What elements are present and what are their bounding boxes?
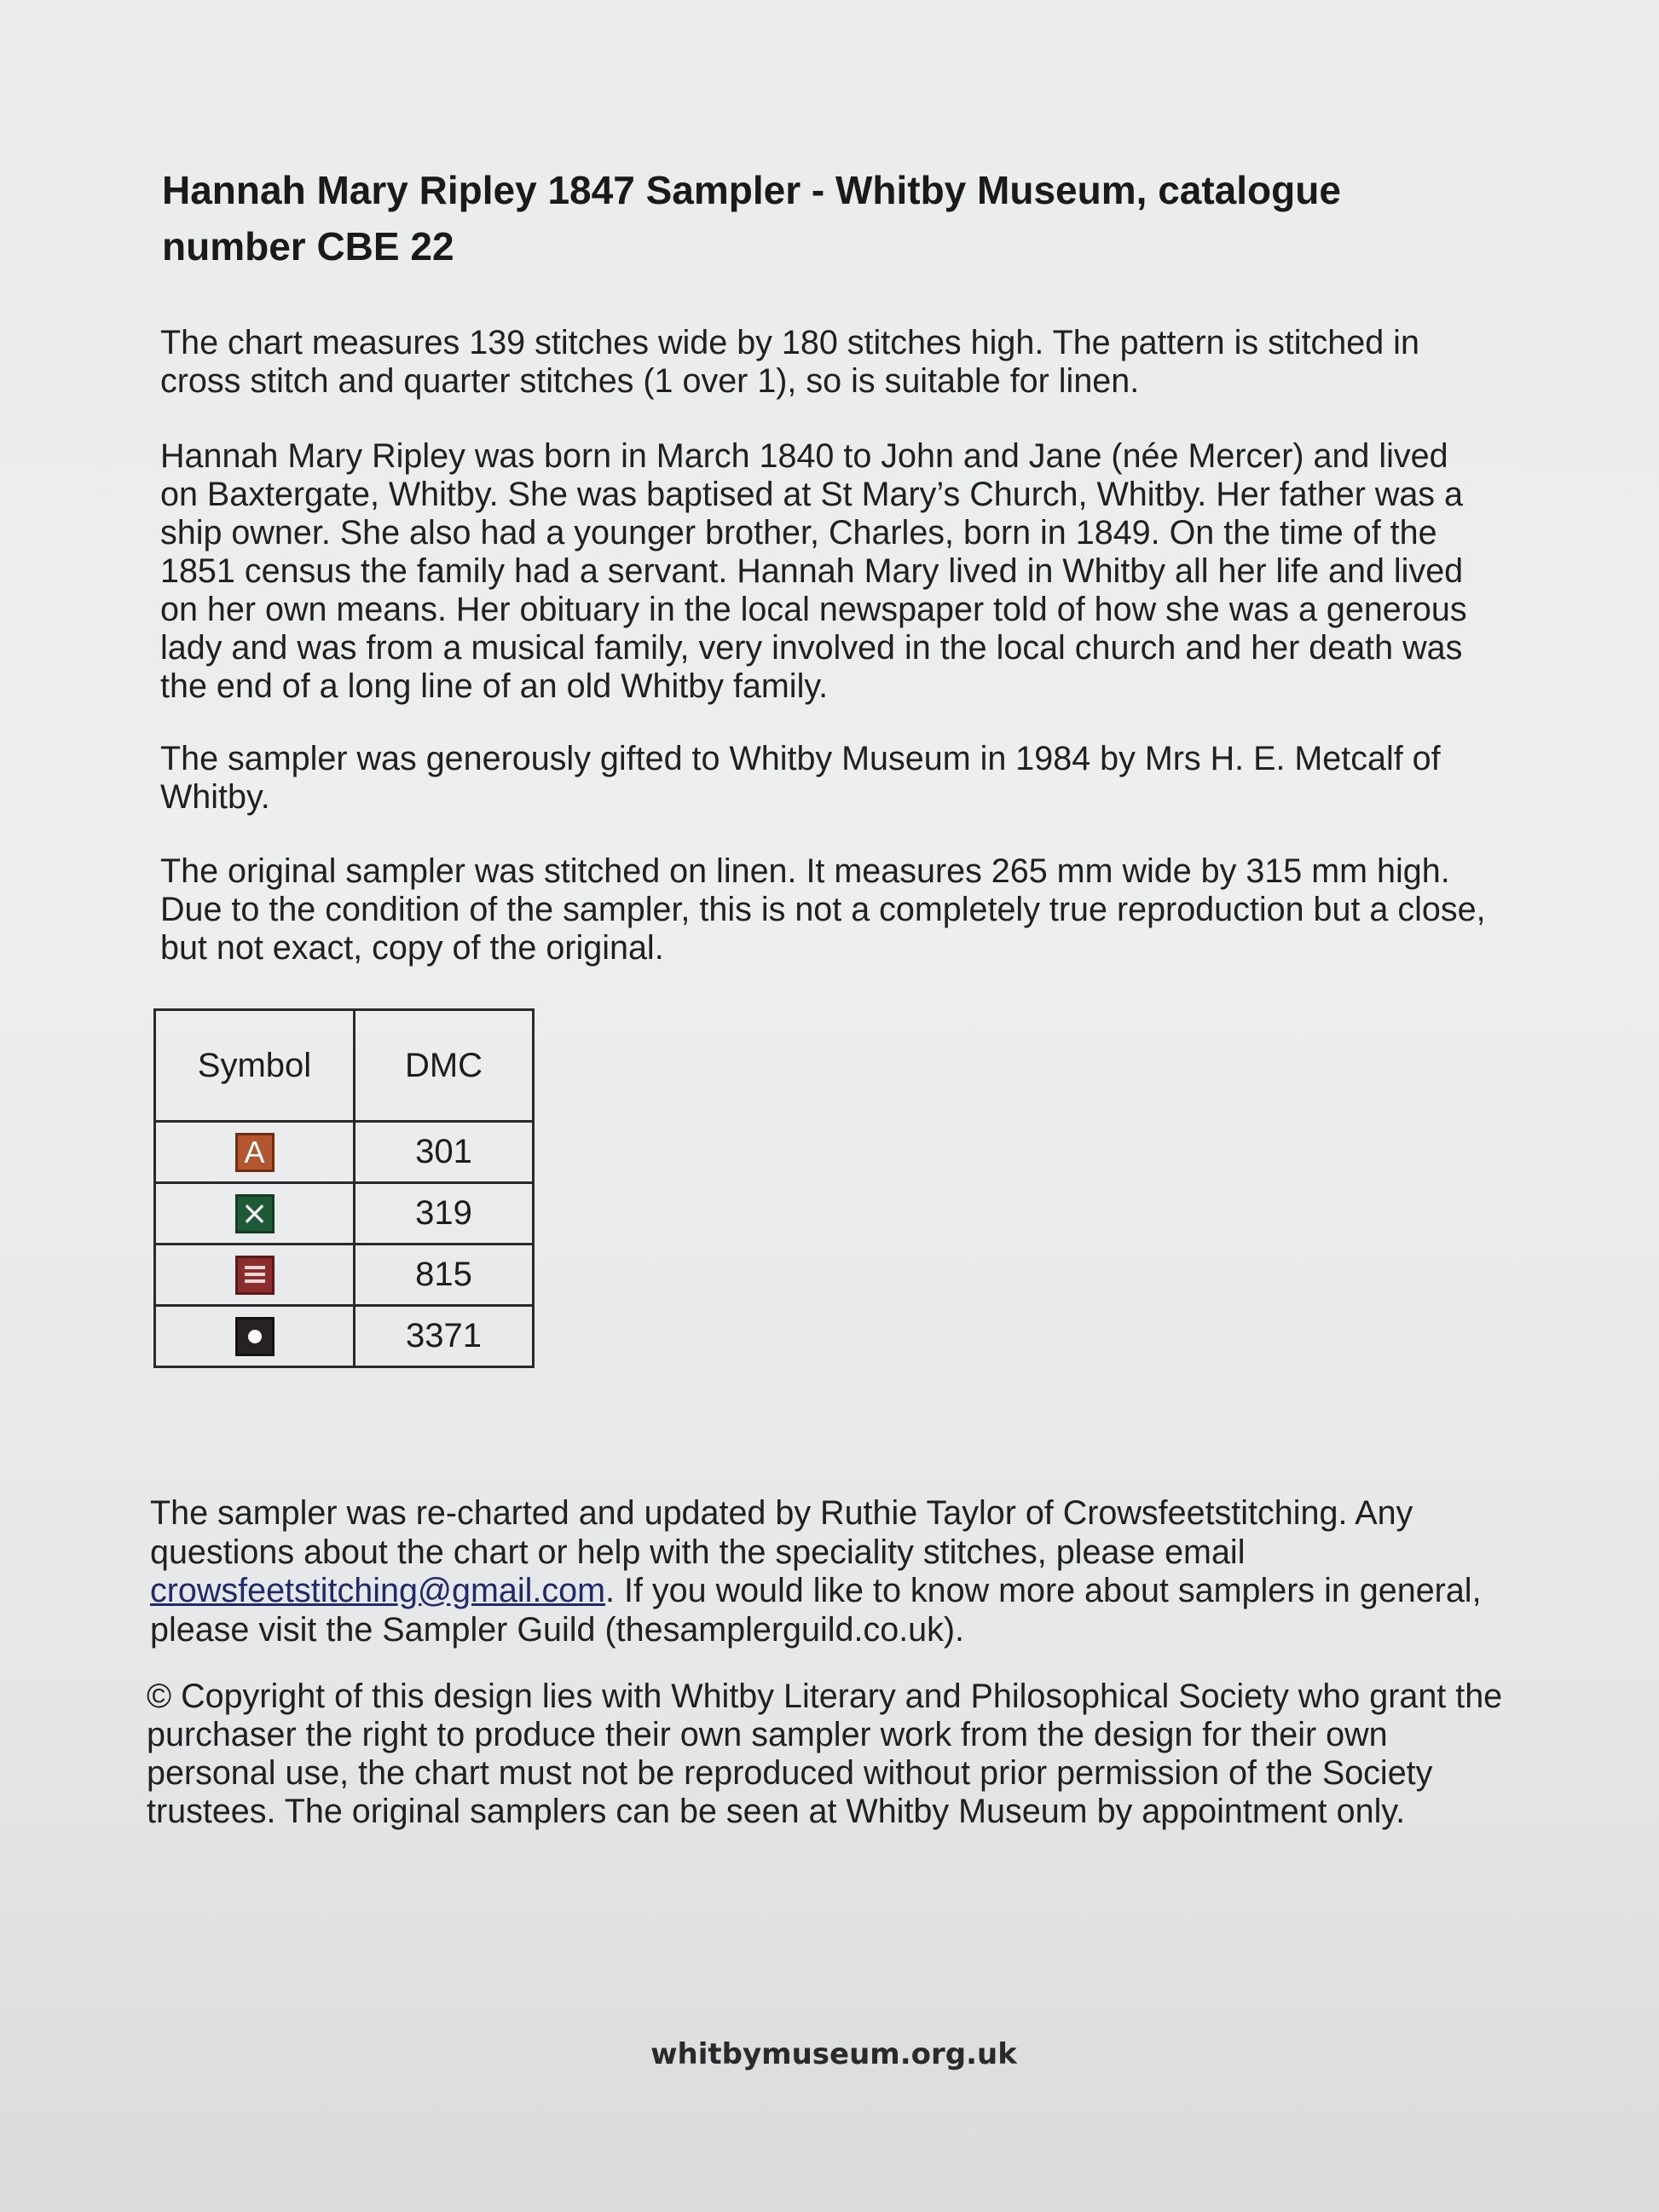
chart-size-paragraph: The chart measures 139 stitches wide by 180 stitches high. The pattern is stitched in cross stitch and quarter stitches (1 over 1), so is suitable for linen. — [160, 324, 1419, 400]
document-title: Hannah Mary Ripley 1847 Sampler - Whitby Museum, catalogue number CBE 22 — [162, 168, 1341, 269]
email-link[interactable]: crowsfeetstitching@gmail.com — [150, 1572, 606, 1609]
legend-header-row — [155, 1010, 534, 1122]
credits-paragraph — [150, 1494, 1497, 1649]
symbol-cell — [155, 1183, 355, 1245]
symbol-cell — [155, 1306, 355, 1367]
dmc-cell: 815 — [355, 1245, 534, 1306]
equals-bars-symbol-icon — [235, 1256, 275, 1295]
credits-text-after: . If you would like to know more about samplers in general, please visit the Sampler Guild (thesamplerguild.co.uk). — [150, 1572, 1482, 1649]
legend-row — [155, 1306, 534, 1367]
legend-row — [155, 1245, 534, 1306]
letter-a-symbol-icon: A — [235, 1133, 275, 1172]
dmc-cell: 301 — [355, 1122, 534, 1183]
symbol-cell — [155, 1245, 355, 1306]
gift-paragraph: The sampler was generously gifted to Whitby Museum in 1984 by Mrs H. E. Metcalf of Whitby. — [160, 740, 1441, 816]
symbol-column-header: Symbol — [155, 1010, 355, 1122]
legend-row — [155, 1183, 534, 1245]
cross-symbol-icon: × — [235, 1194, 275, 1233]
symbol-cell — [155, 1122, 355, 1183]
copyright-paragraph: © Copyright of this design lies with Whitby Literary and Philosophical Society who grant the purchaser the right to produce their own sampler work from the design for their own personal use, the chart must not be reproduced without prior permission of the Society trustees. The original samplers can be seen at Whitby Museum by appointment only. — [147, 1678, 1503, 1830]
biography-paragraph: Hannah Mary Ripley was born in March 1840 to John and Jane (née Mercer) and lived on Baxtergate, Whitby. She was baptised at St Mary’s Church, Whitby. Her father was a ship owner. She also had a younger brother, Charles, born in 1849. On the time of the 1851 census the family had a servant. Hannah Mary lived in Whitby all her life and lived on her own means. Her obituary in the local newspaper told of how she was a generous lady and was from a musical family, very involved in the local church and her death was the end of a long line of an old Whitby family. — [160, 437, 1467, 705]
original-sampler-paragraph: The original sampler was stitched on linen. It measures 265 mm wide by 315 mm high. Due to the condition of the sampler, this is not a completely true reproduction but a close, but not exact, copy of the original. — [160, 852, 1486, 967]
dot-symbol-icon — [235, 1317, 275, 1356]
legend-row — [155, 1122, 534, 1183]
footer-website-url: whitbymuseum.org.uk — [650, 2037, 1017, 2071]
thread-legend-table — [153, 1008, 535, 1368]
credits-text-before: The sampler was re-charted and updated by Ruthie Taylor of Crowsfeetstitching. Any questions about the chart or help with the speciality stitches, please email — [150, 1494, 1413, 1571]
dmc-cell: 319 — [355, 1183, 534, 1245]
dmc-column-header: DMC — [355, 1010, 534, 1122]
dmc-cell: 3371 — [355, 1306, 534, 1367]
